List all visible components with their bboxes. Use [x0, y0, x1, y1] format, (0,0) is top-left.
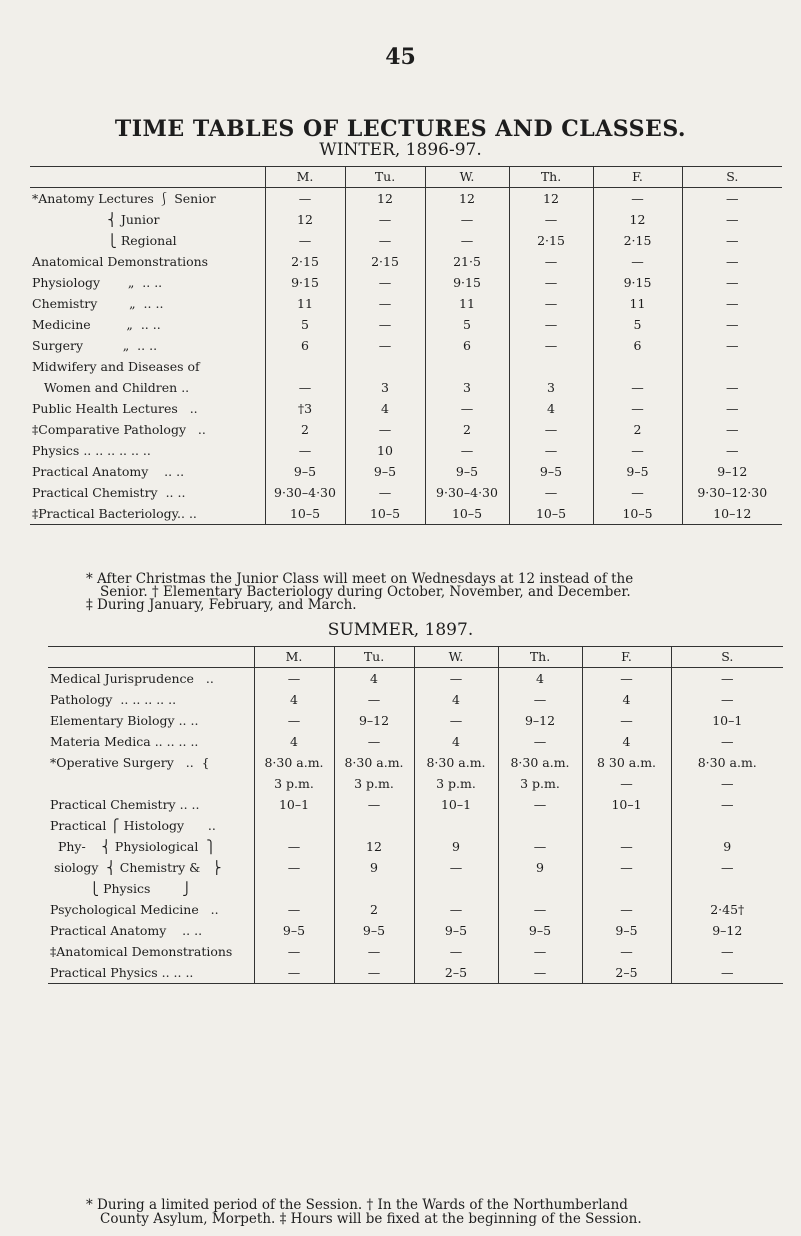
subject-cell: ‡Practical Bacteriology.. .. [30, 503, 265, 525]
table-row [30, 440, 782, 461]
time-cell: 12 [265, 209, 345, 230]
table-row [48, 794, 783, 815]
time-cell: — [582, 710, 671, 731]
table-row [48, 710, 783, 731]
subject-cell: Medical Jurisprudence .. [50, 671, 214, 686]
time-cell: — [582, 773, 671, 794]
time-cell: 10–5 [425, 503, 509, 525]
time-cell: 4 [498, 668, 582, 690]
subject-cell: Pathology .. .. .. .. .. [50, 692, 177, 707]
time-cell: 9–5 [414, 920, 498, 941]
time-cell: 10–12 [682, 503, 782, 525]
table-row [48, 836, 783, 857]
table-row [48, 689, 783, 710]
time-cell: — [682, 440, 782, 461]
time-cell: — [582, 836, 671, 857]
subject-cell: Practical Anatomy .. .. [50, 923, 203, 938]
subject-cell: ⎨ Junior [32, 212, 160, 227]
time-cell: — [593, 440, 682, 461]
time-cell: — [254, 899, 334, 920]
subject-cell: ⎩ Physics ⎭ [50, 881, 192, 896]
summer-footnote-2: County Asylum, Morpeth. ‡ Hours will be fixed at the beginning of the Session. [100, 1211, 642, 1227]
time-cell: 9 [414, 836, 498, 857]
time-cell [414, 815, 498, 836]
time-cell: 4 [414, 689, 498, 710]
time-cell: — [593, 482, 682, 503]
time-cell: — [509, 293, 593, 314]
time-cell: — [509, 272, 593, 293]
time-cell: 9–12 [671, 920, 783, 941]
time-cell: 10–5 [593, 503, 682, 525]
time-cell: 12 [425, 188, 509, 210]
time-cell: 3 [509, 377, 593, 398]
subject-cell: siology ⎨ Chemistry & ⎬ [50, 860, 222, 875]
winter-subject-header [30, 167, 265, 188]
time-cell: — [682, 314, 782, 335]
subject-cell: Practical Anatomy .. .. [32, 464, 185, 479]
time-cell: 2–5 [414, 962, 498, 984]
time-cell: — [254, 668, 334, 690]
time-cell: †3 [265, 398, 345, 419]
time-cell: 9–5 [254, 920, 334, 941]
time-cell: — [345, 293, 425, 314]
time-cell: — [334, 689, 414, 710]
summer-subject-header [48, 647, 254, 668]
time-cell: 8 30 a.m. [582, 752, 671, 773]
subject-cell: Practical Chemistry .. .. [32, 485, 186, 500]
time-cell [593, 356, 682, 377]
subject-cell: ⎩ Regional [32, 233, 177, 248]
time-cell: — [265, 230, 345, 251]
time-cell: — [414, 668, 498, 690]
summer-heading: SUMMER, 1897. [327, 620, 474, 640]
winter-heading: WINTER, 1896-97. [319, 140, 482, 160]
page-title: TIME TABLES OF LECTURES AND CLASSES. [114, 116, 687, 142]
time-cell: 3 [425, 377, 509, 398]
summer-day-header: F. [582, 647, 671, 668]
time-cell: — [265, 377, 345, 398]
subject-cell: Medicine „ .. .. [32, 317, 161, 332]
time-cell: — [265, 188, 345, 210]
time-cell: — [671, 794, 783, 815]
time-cell: 9·15 [265, 272, 345, 293]
time-cell: — [682, 230, 782, 251]
time-cell: 2–5 [582, 962, 671, 984]
subject-cell: ‡Anatomical Demonstrations [50, 944, 233, 959]
time-cell: — [682, 251, 782, 272]
time-cell: 12 [509, 188, 593, 210]
time-cell: 9–12 [498, 710, 582, 731]
time-cell: 9·15 [593, 272, 682, 293]
table-row [48, 815, 783, 836]
time-cell: 8·30 a.m. [414, 752, 498, 773]
time-cell: — [509, 482, 593, 503]
time-cell: 9·15 [425, 272, 509, 293]
time-cell: 5 [265, 314, 345, 335]
time-cell: — [509, 335, 593, 356]
table-row [30, 461, 782, 482]
summer-day-header: Th. [498, 647, 582, 668]
time-cell: 8·30 a.m. [254, 752, 334, 773]
subject-cell [48, 773, 254, 794]
time-cell: — [682, 293, 782, 314]
table-row [30, 251, 782, 272]
subject-cell: Practical Physics .. .. .. [48, 962, 254, 984]
time-cell: 9 [671, 836, 783, 857]
time-cell: 11 [425, 293, 509, 314]
subject-cell: Women and Children .. [32, 380, 190, 395]
table-row [30, 230, 782, 251]
time-cell: 9–5 [334, 920, 414, 941]
time-cell: — [582, 941, 671, 962]
time-cell: 2·15 [509, 230, 593, 251]
time-cell: 10–5 [509, 503, 593, 525]
time-cell: 2 [334, 899, 414, 920]
time-cell: — [682, 188, 782, 210]
time-cell: — [425, 440, 509, 461]
time-cell: — [509, 314, 593, 335]
time-cell [682, 356, 782, 377]
time-cell [582, 815, 671, 836]
time-cell: 4 [414, 731, 498, 752]
time-cell: — [509, 209, 593, 230]
subject-cell: Chemistry „ .. .. [32, 296, 164, 311]
time-cell: — [671, 773, 783, 794]
time-cell: — [509, 419, 593, 440]
time-cell: 2·15 [345, 251, 425, 272]
time-cell: 3 [345, 377, 425, 398]
winter-timetable [30, 166, 782, 525]
time-cell: 9–5 [425, 461, 509, 482]
time-cell [254, 878, 334, 899]
table-row [30, 356, 782, 377]
time-cell: 10–1 [671, 710, 783, 731]
table-row [30, 314, 782, 335]
time-cell: 2 [593, 419, 682, 440]
time-cell: 9 [498, 857, 582, 878]
time-cell: 10–1 [254, 794, 334, 815]
table-row [48, 752, 783, 773]
time-cell: — [593, 398, 682, 419]
time-cell: 3 p.m. [414, 773, 498, 794]
subject-cell: Phy- ⎨ Physiological ⎫ [50, 839, 216, 854]
time-cell: — [345, 482, 425, 503]
table-row [48, 920, 783, 941]
time-cell: 9–5 [498, 920, 582, 941]
table-row [30, 272, 782, 293]
time-cell: — [671, 962, 783, 984]
subject-cell: Physics .. .. .. .. .. .. [32, 443, 151, 458]
subject-cell: Midwifery and Diseases of [32, 359, 200, 374]
time-cell: — [498, 899, 582, 920]
time-cell [265, 356, 345, 377]
time-cell [509, 356, 593, 377]
time-cell [414, 878, 498, 899]
winter-day-header: F. [593, 167, 682, 188]
subject-cell: Public Health Lectures .. [32, 401, 198, 416]
time-cell: 9–5 [265, 461, 345, 482]
time-cell: — [334, 794, 414, 815]
time-cell: — [334, 941, 414, 962]
time-cell: — [345, 335, 425, 356]
time-cell: — [345, 419, 425, 440]
summer-day-header: S. [671, 647, 783, 668]
time-cell: — [414, 899, 498, 920]
table-row [30, 293, 782, 314]
time-cell: — [509, 440, 593, 461]
time-cell: 3 p.m. [498, 773, 582, 794]
time-cell [498, 815, 582, 836]
time-cell: — [334, 731, 414, 752]
summer-day-header: Tu. [334, 647, 414, 668]
winter-footnote-1: * After Christmas the Junior Class will meet on Wednesdays at 12 instead of the [86, 571, 634, 587]
time-cell: — [682, 272, 782, 293]
time-cell: — [254, 857, 334, 878]
table-row [48, 878, 783, 899]
time-cell: 10–1 [582, 794, 671, 815]
time-cell: — [682, 398, 782, 419]
time-cell: 6 [425, 335, 509, 356]
table-row [48, 857, 783, 878]
time-cell: 6 [265, 335, 345, 356]
time-cell: — [682, 335, 782, 356]
time-cell: 5 [425, 314, 509, 335]
table-row [30, 377, 782, 398]
subject-cell: *Operative Surgery .. { [50, 755, 210, 770]
time-cell: 21·5 [425, 251, 509, 272]
time-cell: — [254, 836, 334, 857]
time-cell: — [254, 710, 334, 731]
time-cell: 12 [345, 188, 425, 210]
time-cell [334, 815, 414, 836]
time-cell: 3 p.m. [334, 773, 414, 794]
time-cell [671, 815, 783, 836]
subject-cell: Psychological Medicine .. [50, 902, 219, 917]
subject-cell: *Anatomy Lectures ⎰ Senior [32, 191, 216, 206]
time-cell: — [671, 689, 783, 710]
time-cell: — [425, 398, 509, 419]
time-cell: 9–5 [509, 461, 593, 482]
time-cell: 4 [582, 689, 671, 710]
summer-timetable [48, 646, 783, 984]
time-cell [671, 878, 783, 899]
time-cell [345, 356, 425, 377]
time-cell: — [345, 314, 425, 335]
time-cell: — [671, 941, 783, 962]
subject-cell: ‡Comparative Pathology .. [32, 422, 206, 437]
time-cell: 10–5 [265, 503, 345, 525]
winter-day-header: M. [265, 167, 345, 188]
time-cell: — [498, 836, 582, 857]
time-cell: — [498, 689, 582, 710]
time-cell: 9–5 [582, 920, 671, 941]
time-cell: 9–5 [593, 461, 682, 482]
time-cell: 6 [593, 335, 682, 356]
table-row [30, 482, 782, 503]
time-cell: — [414, 710, 498, 731]
table-row [30, 209, 782, 230]
page-number: 45 [385, 44, 416, 70]
time-cell: — [671, 731, 783, 752]
time-cell [334, 878, 414, 899]
time-cell: 11 [265, 293, 345, 314]
time-cell: 10 [345, 440, 425, 461]
time-cell: 9–12 [682, 461, 782, 482]
summer-day-header: M. [254, 647, 334, 668]
time-cell: — [582, 899, 671, 920]
time-cell [498, 878, 582, 899]
time-cell: 8·30 a.m. [334, 752, 414, 773]
time-cell: 4 [582, 731, 671, 752]
time-cell: — [682, 419, 782, 440]
time-cell: — [671, 668, 783, 690]
time-cell: — [414, 941, 498, 962]
time-cell: 4 [509, 398, 593, 419]
time-cell: 9·30–4·30 [425, 482, 509, 503]
time-cell [254, 815, 334, 836]
winter-day-header: W. [425, 167, 509, 188]
time-cell: 2·15 [593, 230, 682, 251]
time-cell: — [254, 962, 334, 984]
table-row [30, 419, 782, 440]
time-cell: — [414, 857, 498, 878]
time-cell: — [498, 794, 582, 815]
winter-header-row [30, 167, 782, 188]
winter-day-header: S. [682, 167, 782, 188]
summer-header-row [48, 647, 783, 668]
time-cell: — [671, 857, 783, 878]
time-cell: — [254, 941, 334, 962]
time-cell: 4 [345, 398, 425, 419]
subject-cell: Surgery „ .. .. [32, 338, 158, 353]
time-cell: 9 [334, 857, 414, 878]
winter-day-header: Tu. [345, 167, 425, 188]
time-cell: 12 [334, 836, 414, 857]
time-cell: — [582, 857, 671, 878]
time-cell: 8·30 a.m. [671, 752, 783, 773]
table-row [48, 668, 783, 690]
time-cell: — [345, 272, 425, 293]
time-cell: 2 [425, 419, 509, 440]
subject-cell: Materia Medica .. .. .. .. [50, 734, 199, 749]
table-row [48, 773, 783, 794]
time-cell: — [345, 230, 425, 251]
time-cell: — [582, 668, 671, 690]
subject-cell: Practical ⎧ Histology .. [50, 818, 216, 833]
time-cell: 4 [254, 689, 334, 710]
time-cell: — [682, 209, 782, 230]
time-cell: — [682, 377, 782, 398]
time-cell: — [509, 251, 593, 272]
time-cell: 8·30 a.m. [498, 752, 582, 773]
table-row [30, 398, 782, 419]
time-cell: — [498, 941, 582, 962]
winter-footnote-3: ‡ During January, February, and March. [86, 597, 357, 613]
subject-cell: Practical Chemistry .. .. [50, 797, 200, 812]
subject-cell: Anatomical Demonstrations [32, 254, 209, 269]
time-cell: — [345, 209, 425, 230]
table-row [48, 731, 783, 752]
summer-footnote-1: * During a limited period of the Session. † In the Wards of the Northumberland [86, 1197, 628, 1213]
time-cell [582, 878, 671, 899]
table-row [48, 962, 783, 984]
time-cell: 4 [334, 668, 414, 690]
time-cell: — [425, 230, 509, 251]
time-cell: 10–5 [345, 503, 425, 525]
table-row [30, 335, 782, 356]
time-cell: — [593, 377, 682, 398]
time-cell: 9–5 [345, 461, 425, 482]
time-cell: 2 [265, 419, 345, 440]
summer-day-header: W. [414, 647, 498, 668]
time-cell: — [334, 962, 414, 984]
table-row [30, 188, 782, 210]
table-row [48, 899, 783, 920]
time-cell: 12 [593, 209, 682, 230]
time-cell: 3 p.m. [254, 773, 334, 794]
subject-cell: Elementary Biology .. .. [50, 713, 199, 728]
time-cell: — [265, 440, 345, 461]
winter-day-header: Th. [509, 167, 593, 188]
table-row [48, 941, 783, 962]
time-cell: — [498, 731, 582, 752]
time-cell: — [498, 962, 582, 984]
time-cell: 9–12 [334, 710, 414, 731]
time-cell: 10–1 [414, 794, 498, 815]
subject-cell: Physiology „ .. .. [32, 275, 163, 290]
time-cell: 9·30–4·30 [265, 482, 345, 503]
time-cell: — [593, 188, 682, 210]
table-row [30, 503, 782, 525]
time-cell: 11 [593, 293, 682, 314]
time-cell [425, 356, 509, 377]
time-cell: — [425, 209, 509, 230]
winter-footnote-2: Senior. † Elementary Bacteriology during October, November, and December. [100, 584, 631, 600]
time-cell: 2·45† [671, 899, 783, 920]
time-cell: 5 [593, 314, 682, 335]
time-cell: 4 [254, 731, 334, 752]
time-cell: — [593, 251, 682, 272]
time-cell: 9·30–12·30 [682, 482, 782, 503]
time-cell: 2·15 [265, 251, 345, 272]
